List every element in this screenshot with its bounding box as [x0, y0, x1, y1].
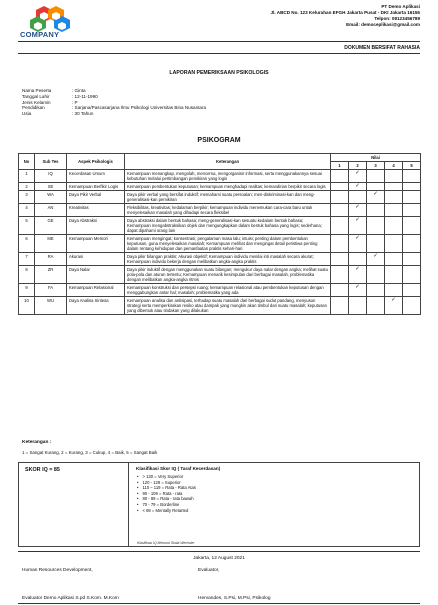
company-address: Jl. ABCD No. 123 Kelurahan EFGH Jakarta Pusat - DKI Jakarta 16155: [270, 10, 420, 15]
table-row: [19, 204, 421, 217]
row-subtes: GE: [35, 217, 67, 235]
score-cell-5: [403, 183, 421, 191]
col-nilai: Nilai: [331, 154, 421, 162]
check-icon: ✓: [373, 253, 378, 259]
score-cell-5: [403, 297, 421, 315]
score-cell-1: [331, 183, 349, 191]
score-cell-2: [349, 204, 367, 217]
check-icon: ✓: [373, 191, 378, 197]
scale-1: 1: [331, 162, 349, 170]
psikogram-title: PSIKOGRAM: [197, 137, 241, 144]
table-row: [19, 191, 421, 204]
score-cell-4: [385, 183, 403, 191]
score-cell-4: [385, 235, 403, 253]
score-cell-3: [367, 297, 385, 315]
row-keterangan: Kemampuan analisa dan antisipasi, terhadap suatu masalah dari berbagai sudut pandang, menyusun strategi serta memperkirakan resiko atau dampak yang mungkin akan timbul dari suatu masalah; keputusan yang dibentuk atau tindakan yang dilakukan: [125, 297, 331, 315]
score-cell-5: [403, 284, 421, 297]
row-aspek: Kreativitas: [67, 204, 125, 217]
row-subtes: RA: [35, 253, 67, 266]
check-icon: ✓: [355, 284, 360, 290]
score-cell-2: [349, 183, 367, 191]
row-keterangan: Daya pikir verbal yang bersifat induktif; memahami suatu persoalan; men-diskriminasi-kan dan meng-generalisasi-kan pemikiran: [125, 191, 331, 204]
score-cell-2: [349, 191, 367, 204]
row-aspek: Daya Pikir Verbal: [67, 191, 125, 204]
col-no: No: [19, 154, 35, 170]
check-icon: ✓: [355, 204, 360, 210]
score-cell-1: [331, 284, 349, 297]
identity-row: Jenis Kelamin : P: [22, 99, 78, 105]
row-aspek: Kecerdasan Umum: [67, 170, 125, 183]
table-row: [19, 217, 421, 235]
row-no: 8: [19, 266, 35, 284]
score-cell-4: [385, 217, 403, 235]
company-email: Email: democeplikasi@gmail.com: [346, 22, 420, 27]
row-subtes: AN: [35, 204, 67, 217]
row-keterangan: Fleksibilitas, kreativitas; kedalaman berpikir; kemampuan individu menemukan cara-cara baru untuk menyelesaikan masalah yang dihadapi secara fleksibel: [125, 204, 331, 217]
table-row: [19, 183, 421, 191]
identity-row: Nama Peserta : Ginta: [22, 88, 86, 93]
score-cell-2: [349, 284, 367, 297]
identity-row: Pendidikan : Sarjana/Pascasarjana Ilmu Psikologi Universitas Bina Nusantara: [22, 105, 207, 111]
check-icon: ✓: [355, 183, 360, 189]
signature-left-role: Human Resources Development,: [22, 568, 93, 573]
table-body: [19, 170, 421, 315]
scale-4: 4: [385, 162, 403, 170]
identity-row: Tanggal Lahir : 12-11-1990: [22, 93, 98, 99]
row-aspek: Daya Nalar: [67, 266, 125, 284]
document-classification: DOKUMEN BERSIFAT RAHASIA: [344, 45, 420, 51]
score-cell-5: [403, 217, 421, 235]
row-no: 9: [19, 284, 35, 297]
score-cell-1: [331, 191, 349, 204]
row-subtes: IQ: [35, 170, 67, 183]
list-item: • > 130 = Very Superior: [137, 474, 196, 480]
row-subtes: WU: [35, 297, 67, 315]
check-icon: ✓: [355, 217, 360, 223]
score-cell-2: [349, 253, 367, 266]
score-cell-3: [367, 253, 385, 266]
header-divider: [18, 41, 420, 42]
score-cell-3: [367, 235, 385, 253]
table-row: [19, 297, 421, 315]
score-cell-3: [367, 284, 385, 297]
table-row: [19, 170, 421, 183]
check-icon: ✓: [355, 170, 360, 176]
score-cell-1: [331, 266, 349, 284]
row-no: 7: [19, 253, 35, 266]
scale-2: 2: [349, 162, 367, 170]
check-icon: ✓: [391, 297, 396, 303]
row-subtes: ME: [35, 235, 67, 253]
row-aspek: Akurasi: [67, 253, 125, 266]
signature-left-name: Evaluator Demo Aplikasi S.pd S.Kom. M.Kom: [22, 596, 119, 601]
table-row: [19, 284, 421, 297]
list-item: • 110 – 119 = Rata - Rata Atas: [137, 485, 196, 491]
company-logo: [22, 4, 92, 46]
score-cell-3: [367, 170, 385, 183]
legend-text: 1 = Sangat Kurang, 2 = Kurang, 3 = Cukup, 4 = Baik, 5 = Sangat Baik: [22, 450, 158, 455]
check-icon: ✓: [355, 235, 360, 241]
classification-divider: [18, 53, 420, 54]
score-cell-3: [367, 183, 385, 191]
score-cell-2: [349, 297, 367, 315]
score-cell-1: [331, 297, 349, 315]
score-cell-4: [385, 284, 403, 297]
list-item: • 90 - 109 = Rata - rata: [137, 491, 196, 497]
signature-right-name: Hervandes, S.Psi, M.Psi, Psikolog: [198, 596, 271, 601]
score-cell-4: [385, 297, 403, 315]
score-cell-5: [403, 204, 421, 217]
score-cell-2: [349, 235, 367, 253]
row-keterangan: Kemampuan konstruksi dan persepsi ruang; kemampuan relasional atau pembentukan keputusan dengan menggabungkan antar hal; masalah; problematika yang ada: [125, 284, 331, 297]
row-keterangan: Kemampuan mengingat; konsentrasi; pengalaman masa lalu; intuisi; penting dalam pembentukan keputusan, guna menyelesaikan masalah; Kemampuan melihat dan mengingat detail peristiwa penting dalam rentang kehidupan dan pemanfaatan praktis sehari-hari: [125, 235, 331, 253]
score-cell-5: [403, 266, 421, 284]
company-phone: Telpon: 08123456789: [374, 16, 420, 21]
row-keterangan: Daya abstraksi dalam bentuk bahasa; meng-generalisasi-kan sesuatu kedalam bentuk bahasa; Kemampuan mengabstraksikan objek dan mengungkapkan dalam bentuk bahasa yang logis; sederhana; dapat dipahami orang lain: [125, 217, 331, 235]
score-cell-1: [331, 253, 349, 266]
signature-date: Jakarta, 12 August 2021: [193, 556, 245, 561]
col-subtes: Sub Tes: [35, 154, 67, 170]
score-cell-4: [385, 191, 403, 204]
row-no: 5: [19, 217, 35, 235]
iq-classification-title: Klasifikasi Skor IQ ( Taraf Kecerdasan): [136, 466, 221, 471]
identity-row: Usia : 30 Tahun: [22, 111, 94, 117]
list-item: • 70 - 79 = Borderline: [137, 502, 196, 508]
score-cell-1: [331, 204, 349, 217]
row-no: 4: [19, 204, 35, 217]
list-item: • < 69 = Mentally Retarted: [137, 508, 196, 514]
score-cell-1: [331, 217, 349, 235]
score-cell-5: [403, 191, 421, 204]
score-cell-2: [349, 266, 367, 284]
col-keterangan: Keterangan: [125, 154, 331, 170]
signature-divider: [18, 551, 420, 552]
list-item: • 120 - 129 = Superior: [137, 480, 196, 486]
scale-5: 5: [403, 162, 421, 170]
row-subtes: SE: [35, 183, 67, 191]
row-aspek: Kemampuan Berfikir Logis: [67, 183, 125, 191]
company-logo-text: COMPANY: [20, 30, 60, 39]
bottom-divider: [18, 603, 420, 604]
row-keterangan: Daya pikir bilangan praktis; Akurasi objektif; Kemampuan individu menilai inti masalah secara akurat; Kemampuan individu bekerja dengan melibatkan angka-angka praktis: [125, 253, 331, 266]
iq-classification-note: Klasifikasi IQ Menurut Skala Wechsler: [137, 541, 195, 545]
report-title: LAPORAN PEMERIKSAAN PSIKOLOGIS: [169, 70, 269, 76]
row-aspek: Kemampuan Relasional: [67, 284, 125, 297]
col-aspek: Aspek Psikologis: [67, 154, 125, 170]
iq-score: SKOR IQ = 85: [19, 463, 129, 546]
table-header-row: [19, 154, 421, 162]
score-cell-4: [385, 170, 403, 183]
company-title: PT Demo Aplikasi: [381, 4, 420, 9]
iq-score-box: [18, 462, 420, 547]
row-keterangan: Kemampuan menangkap, mengolah, mencerna, mengorganisir informasi, serta menggunakannya sesuai kebutuhan melalui pertimbangan pemikiran yang logis: [125, 170, 331, 183]
table-row: [19, 235, 421, 253]
score-cell-2: [349, 170, 367, 183]
row-aspek: Kemampuan Memori: [67, 235, 125, 253]
row-no: 3: [19, 191, 35, 204]
row-no: 6: [19, 235, 35, 253]
company-header: [271, 4, 420, 28]
participant-identity: [22, 88, 206, 117]
score-cell-3: [367, 191, 385, 204]
row-aspek: Daya Abstraksi: [67, 217, 125, 235]
row-no: 2: [19, 183, 35, 191]
row-no: 10: [19, 297, 35, 315]
score-cell-4: [385, 266, 403, 284]
row-keterangan: Kemampuan pembentukan keputusan; kemampuan menghadapi realitas; kemandirian berpikir secara logis: [125, 183, 331, 191]
table-row: [19, 253, 421, 266]
signature-right-role: Evaluator,: [198, 568, 220, 573]
list-item: • 80 - 89 = Rata - rata bawah: [137, 496, 196, 502]
row-aspek: Daya Analisa Sintesa: [67, 297, 125, 315]
row-subtes: WA: [35, 191, 67, 204]
score-cell-2: [349, 217, 367, 235]
row-subtes: FA: [35, 284, 67, 297]
score-cell-5: [403, 235, 421, 253]
check-icon: ✓: [355, 266, 360, 272]
score-cell-3: [367, 266, 385, 284]
scale-3: 3: [367, 162, 385, 170]
score-cell-5: [403, 170, 421, 183]
score-cell-1: [331, 235, 349, 253]
score-cell-4: [385, 204, 403, 217]
score-cell-3: [367, 204, 385, 217]
row-no: 1: [19, 170, 35, 183]
row-subtes: ZR: [35, 266, 67, 284]
iq-classification-list: [137, 474, 196, 513]
score-cell-4: [385, 253, 403, 266]
table-row: [19, 266, 421, 284]
row-keterangan: Daya pikir induktif dengan menggunakan suatu bilangan; mengukur daya nalar dengan angka; melihat suatu pola-pola dan aturan tertentu; Kemampuan menarik kesimpulan dari berbagai masalah, problematika dengan melibatkan angka-angka ritmis: [125, 266, 331, 284]
psikogram-table: [18, 153, 421, 315]
legend-title: Keterangan :: [22, 440, 52, 445]
score-cell-3: [367, 217, 385, 235]
score-cell-1: [331, 170, 349, 183]
score-cell-5: [403, 253, 421, 266]
